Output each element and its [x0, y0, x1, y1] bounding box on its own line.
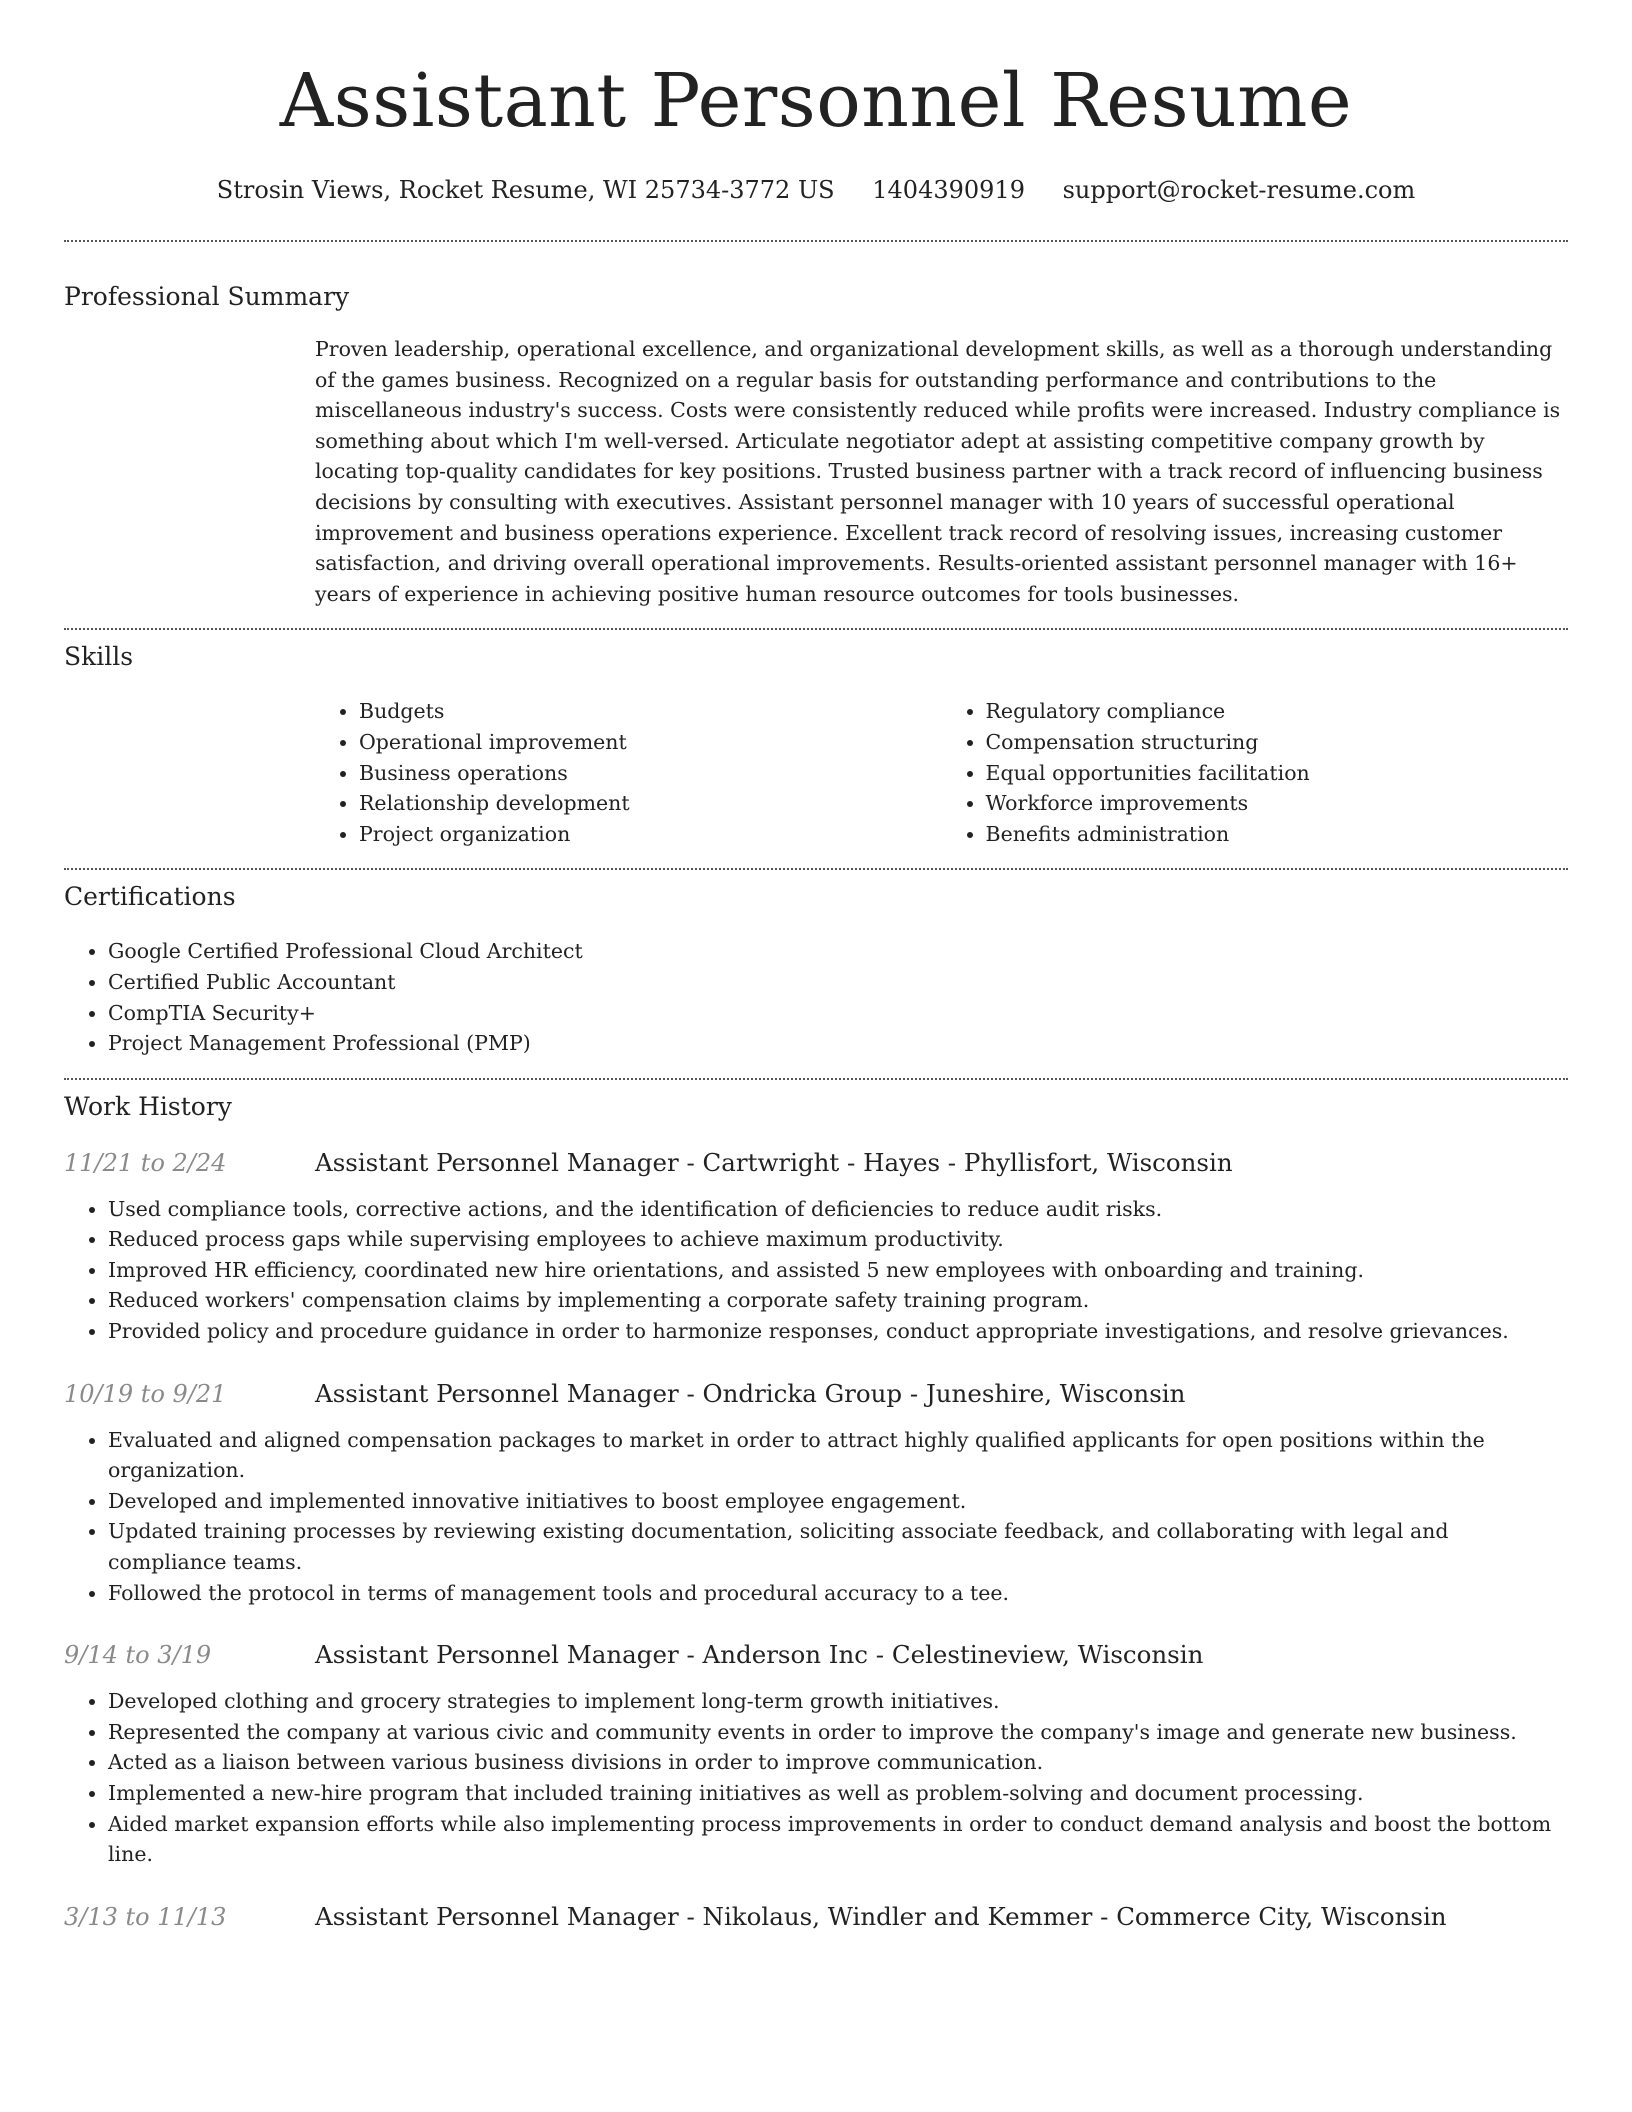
section-divider	[64, 868, 1568, 870]
list-item: • Benefits administration	[986, 819, 1569, 850]
job-title: Assistant Personnel Manager - Nikolaus, Windler and Kemmer - Commerce City, Wisconsin	[315, 1901, 1447, 1931]
email-link[interactable]: support@rocket-resume.com	[1062, 176, 1416, 204]
job-entry	[64, 1378, 1568, 1609]
list-item: • Implemented a new-hire program that included training initiatives as well as problem-solving and document processing.	[108, 1778, 1568, 1809]
list-item: • Relationship development	[359, 788, 942, 819]
list-item: • Google Certified Professional Cloud Architect	[108, 936, 1568, 967]
summary-text: Proven leadership, operational excellence, and organizational development skills, as well as a thorough understanding of the games business. Recognized on a regular basis for outstanding performance and contributions to the miscellaneous industry's success. Costs were consistently reduced while profits were increased. Industry compliance is something about which I'm well-versed. Articulate negotiator adept at assisting competitive company growth by locating top-quality candidates for key positions. Trusted business partner with a track record of influencing business decisions by consulting with executives. Assistant personnel manager with 10 years of successful operational improvement and business operations experience. Excellent track record of resolving issues, increasing customer satisfaction, and driving overall operational improvements. Results-oriented assistant personnel manager with 16+ years of experience in achieving positive human resource outcomes for tools businesses.	[315, 337, 1561, 606]
list-item: • Budgets	[359, 696, 942, 727]
section-divider	[64, 628, 1568, 630]
job-bullets	[64, 1194, 1568, 1347]
list-item: • Acted as a liaison between various business divisions in order to improve communication.	[108, 1747, 1568, 1778]
job-dates: 3/13 to 11/13	[64, 1902, 227, 1931]
list-item: • Represented the company at various civic and community events in order to improve the company's image and generate new business.	[108, 1717, 1568, 1748]
list-item: • Provided policy and procedure guidance in order to harmonize responses, conduct appropriate investigations, and resolve grievances.	[108, 1316, 1568, 1347]
list-item: • Compensation structuring	[986, 727, 1569, 758]
work-history-section	[64, 1091, 1568, 1933]
section-divider	[64, 240, 1568, 242]
job-title: Assistant Personnel Manager - Anderson Inc - Celestineview, Wisconsin	[315, 1640, 1204, 1670]
job-header	[64, 1901, 1568, 1933]
address-text: Strosin Views, Rocket Resume, WI 25734-3772 US	[216, 176, 835, 204]
list-item: • Regulatory compliance	[986, 696, 1569, 727]
list-item: • Updated training processes by reviewing existing documentation, soliciting associate feedback, and collaborating with legal and compliance teams.	[108, 1516, 1568, 1577]
job-bullets	[64, 1686, 1568, 1870]
certifications-section	[64, 881, 1568, 1058]
work-history-heading: Work History	[64, 1091, 232, 1121]
job-dates: 9/14 to 3/19	[64, 1641, 212, 1670]
list-item: • Reduced workers' compensation claims by implementing a corporate safety training program.	[108, 1285, 1568, 1316]
phone-text: 1404390919	[872, 176, 1025, 204]
job-bullets	[64, 1425, 1568, 1609]
list-item: • Improved HR efficiency, coordinated new hire orientations, and assisted 5 new employees with onboarding and training.	[108, 1255, 1568, 1286]
skills-section	[64, 641, 1568, 849]
job-dates: 10/19 to 9/21	[64, 1379, 227, 1408]
skills-list-left	[315, 696, 942, 849]
list-item: • Developed and implemented innovative initiatives to boost employee engagement.	[108, 1486, 1568, 1517]
resume-page	[64, 0, 1568, 1933]
summary-heading: Professional Summary	[64, 282, 350, 311]
certifications-list	[64, 936, 1568, 1058]
job-header	[64, 1147, 1568, 1179]
contact-line	[64, 174, 1568, 206]
skills-list-right	[942, 696, 1569, 849]
job-entry	[64, 1639, 1568, 1870]
list-item: • CompTIA Security+	[108, 998, 1568, 1029]
job-header	[64, 1378, 1568, 1410]
skills-grid	[315, 696, 1568, 849]
list-item: • Workforce improvements	[986, 788, 1569, 819]
list-item: • Evaluated and aligned compensation packages to market in order to attract highly qualified applicants for open positions within the organization.	[108, 1425, 1568, 1486]
list-item: • Used compliance tools, corrective actions, and the identification of deficiencies to reduce audit risks.	[108, 1194, 1568, 1225]
list-item: • Developed clothing and grocery strategies to implement long-term growth initiatives.	[108, 1686, 1568, 1717]
list-item: • Operational improvement	[359, 727, 942, 758]
job-header	[64, 1639, 1568, 1671]
certifications-heading: Certifications	[64, 882, 236, 912]
section-divider	[64, 1078, 1568, 1080]
job-entry	[64, 1147, 1568, 1347]
job-title: Assistant Personnel Manager - Cartwright - Hayes - Phyllisfort, Wisconsin	[315, 1147, 1233, 1177]
summary-section	[64, 281, 1568, 609]
job-entry	[64, 1901, 1568, 1933]
list-item: • Business operations	[359, 758, 942, 789]
list-item: • Reduced process gaps while supervising employees to achieve maximum productivity.	[108, 1224, 1568, 1255]
list-item: • Project organization	[359, 819, 942, 850]
job-title: Assistant Personnel Manager - Ondricka Group - Juneshire, Wisconsin	[315, 1378, 1186, 1408]
resume-title: Assistant Personnel Resume	[279, 58, 1353, 144]
list-item: • Followed the protocol in terms of management tools and procedural accuracy to a tee.	[108, 1578, 1568, 1609]
list-item: • Aided market expansion efforts while also implementing process improvements in order to conduct demand analysis and boost the bottom line.	[108, 1809, 1568, 1870]
job-dates: 11/21 to 2/24	[64, 1148, 227, 1177]
list-item: • Equal opportunities facilitation	[986, 758, 1569, 789]
list-item: • Project Management Professional (PMP)	[108, 1028, 1568, 1059]
list-item: • Certified Public Accountant	[108, 967, 1568, 998]
skills-heading: Skills	[64, 642, 134, 672]
